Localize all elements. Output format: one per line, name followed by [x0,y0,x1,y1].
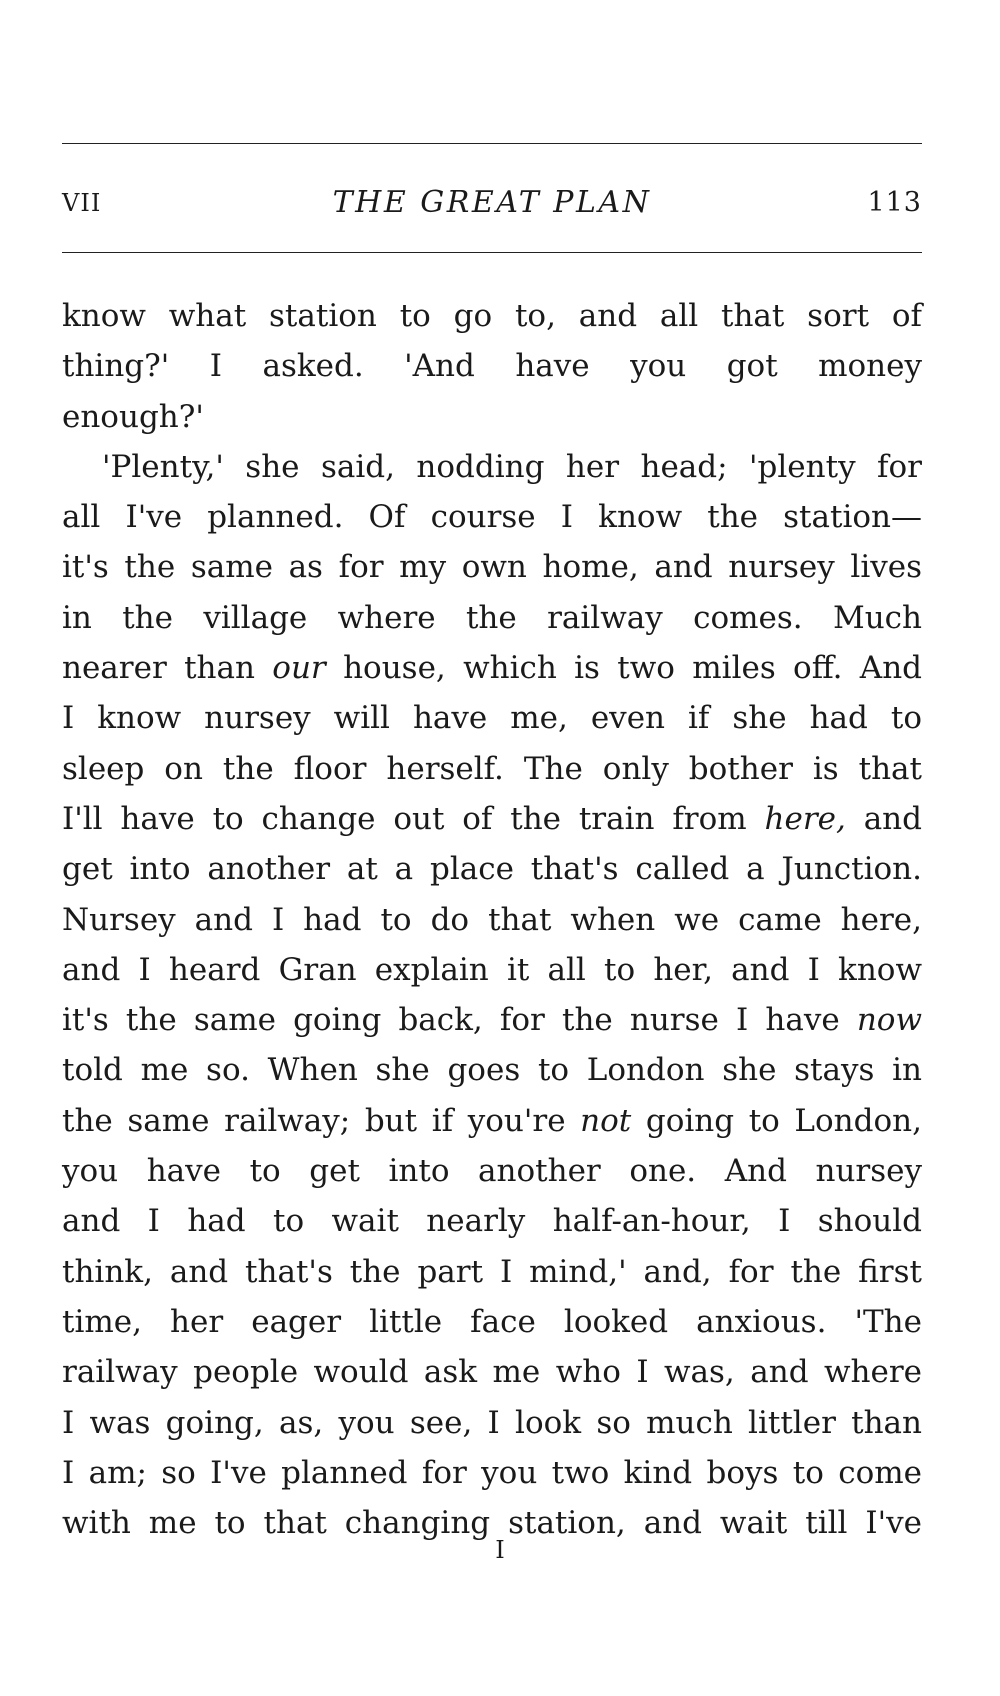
header-rule-top [62,143,922,144]
text-segment: I know nursey will have me, even if she had to [62,700,922,737]
text-segment: with me to that changing station, and wait till I've [62,1505,922,1542]
text-line [62,744,922,794]
text-line [62,1297,922,1347]
text-segment: 'Plenty,' she said, nodding her head; 'plenty for [102,448,922,485]
text-segment: Nursey and I had to do that when we came here, [62,901,922,938]
text-line [62,1448,922,1498]
text-line [62,844,922,894]
text-segment: enough?' [62,398,204,435]
text-segment: you have to get into another one. And nursey [62,1153,922,1190]
text-line [62,794,922,844]
text-line [62,1096,922,1146]
text-segment: and I had to wait nearly half-an-hour, I should [62,1203,922,1240]
text-segment: I'll have to change out of the train from [62,800,765,837]
text-segment: thing?' I asked. 'And have you got money [62,348,922,385]
header-rule-bottom [62,252,922,253]
text-line [62,291,922,341]
signature-mark: I [495,1536,505,1564]
text-line [62,542,922,592]
text-segment: sleep on the floor herself. The only bother is that [62,750,922,787]
text-line [62,1398,922,1448]
running-head [62,178,922,228]
italic-text: here, [764,800,846,837]
text-segment: and [845,800,922,837]
text-segment: the same railway; but if you're [62,1102,581,1139]
body-text [62,291,922,1548]
text-segment: it's the same going back, for the nurse I have [62,1002,857,1039]
text-line [62,895,922,945]
text-segment: told me so. When she goes to London she stays in [62,1052,922,1089]
text-segment: going to London, [631,1102,922,1139]
text-line [62,1196,922,1246]
text-line [62,945,922,995]
text-line [62,593,922,643]
text-segment: all I've planned. Of course I know the station— [62,499,922,536]
text-segment: house, which is two miles off. And [325,650,923,687]
text-segment: I was going, as, you see, I look so much littler than [62,1404,922,1441]
text-line [62,995,922,1045]
text-segment: nearer than [62,650,273,687]
text-line [62,341,922,391]
text-line [62,1146,922,1196]
running-title: THE GREAT PLAN [332,185,652,220]
chapter-number: VII [62,189,102,217]
text-segment: think, and that's the part I mind,' and, for the first [62,1253,922,1290]
text-segment: and I heard Gran explain it all to her, and I know [62,951,922,988]
italic-text: not [580,1102,632,1139]
text-segment: I am; so I've planned for you two kind boys to come [62,1454,922,1491]
text-segment: time, her eager little face looked anxious. 'The [62,1303,922,1340]
page-number: 113 [867,187,922,218]
text-line [62,693,922,743]
text-line [62,442,922,492]
text-line [62,643,922,693]
text-segment: know what station to go to, and all that sort of [62,298,922,334]
text-line [62,1247,922,1297]
text-segment: get into another at a place that's called a Junction. [62,851,922,888]
text-line [62,1045,922,1095]
text-line [62,492,922,542]
text-segment: railway people would ask me who I was, and where [62,1354,922,1391]
text-line [62,392,922,442]
italic-text: now [856,1002,922,1039]
text-segment: in the village where the railway comes. Much [62,599,922,636]
italic-text: our [272,650,326,687]
text-line [62,1347,922,1397]
text-segment: it's the same as for my own home, and nursey lives [62,549,922,586]
